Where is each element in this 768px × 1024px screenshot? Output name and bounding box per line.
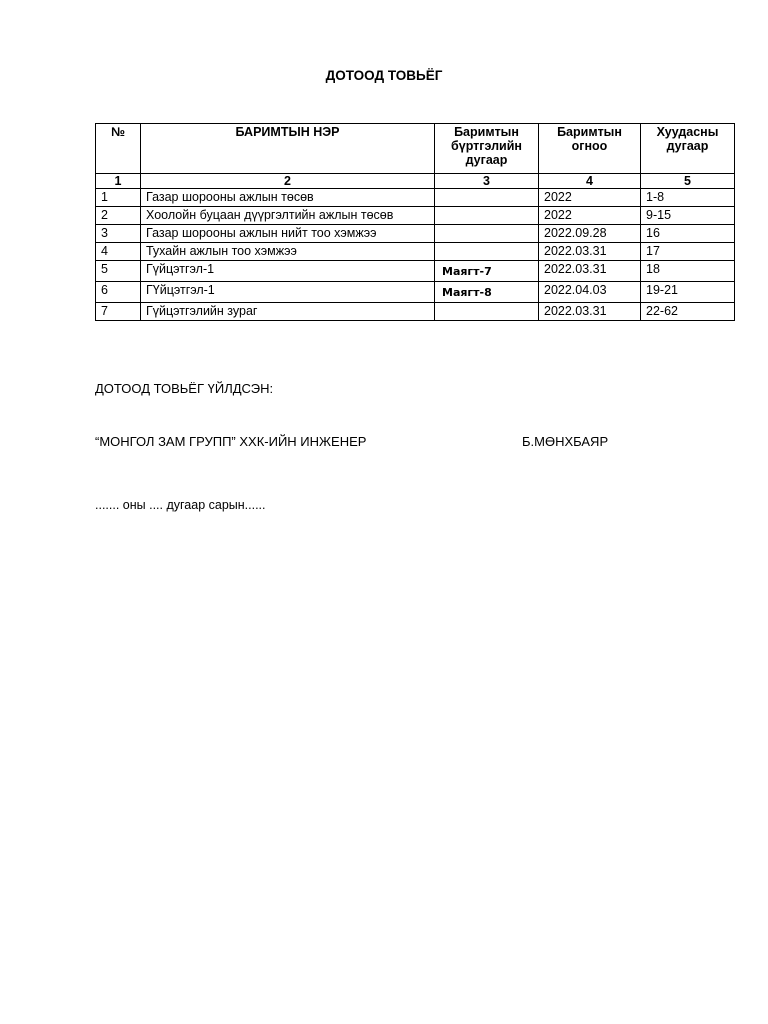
document-date: 2022.03.31 — [539, 261, 641, 282]
registration-number — [435, 303, 539, 321]
table-header-row — [96, 124, 735, 174]
engineer-title: “МОНГОЛ ЗАМ ГРУПП” ХХК-ИЙН ИНЖЕНЕР — [95, 434, 367, 449]
document-date: 2022.04.03 — [539, 282, 641, 303]
table-row — [96, 189, 735, 207]
column-number: 5 — [641, 174, 735, 189]
row-number: 5 — [96, 261, 141, 282]
row-number: 6 — [96, 282, 141, 303]
page-range: 1-8 — [641, 189, 735, 207]
date-line: ....... оны .... дугаар сарын...... — [95, 498, 266, 512]
column-number: 2 — [141, 174, 435, 189]
contents-table — [95, 123, 735, 321]
column-number: 1 — [96, 174, 141, 189]
page-range: 22-62 — [641, 303, 735, 321]
row-number: 7 — [96, 303, 141, 321]
table-row — [96, 261, 735, 282]
registration-number — [435, 243, 539, 261]
row-number: 4 — [96, 243, 141, 261]
registration-cell — [435, 282, 539, 303]
document-date: 2022 — [539, 207, 641, 225]
header-cell-date: Баримтын огноо — [539, 124, 641, 174]
page-range: 16 — [641, 225, 735, 243]
table-row — [96, 243, 735, 261]
column-number-row — [96, 174, 735, 189]
column-number: 3 — [435, 174, 539, 189]
registration-cell — [435, 261, 539, 282]
page-range: 18 — [641, 261, 735, 282]
registration-number — [435, 189, 539, 207]
table-row — [96, 303, 735, 321]
document-name: Хоолойн буцаан дүүргэлтийн ажлын төсөв — [141, 207, 435, 225]
page-range: 17 — [641, 243, 735, 261]
registration-number — [435, 225, 539, 243]
row-number: 1 — [96, 189, 141, 207]
document-name: Газар шорооны ажлын нийт тоо хэмжээ — [141, 225, 435, 243]
row-number: 3 — [96, 225, 141, 243]
header-cell-number: № — [96, 124, 141, 174]
document-date: 2022.09.28 — [539, 225, 641, 243]
document-name: Газар шорооны ажлын төсөв — [141, 189, 435, 207]
document-date: 2022 — [539, 189, 641, 207]
table-row — [96, 207, 735, 225]
table-row — [96, 225, 735, 243]
header-cell-pages: Хуудасны дугаар — [641, 124, 735, 174]
registration-number — [435, 207, 539, 225]
table-row — [96, 282, 735, 303]
page-range: 19-21 — [641, 282, 735, 303]
page-range: 9-15 — [641, 207, 735, 225]
prepared-by-label: ДОТООД ТОВЬЁГ ҮЙЛДСЭН: — [95, 381, 274, 396]
document-name: Тухайн ажлын тоо хэмжээ — [141, 243, 435, 261]
engineer-name: Б.МӨНХБАЯР — [522, 434, 609, 449]
registration-number: Маягт-8 — [442, 286, 492, 299]
document-name: Гүйцэтгэл-1 — [141, 261, 435, 282]
document-date: 2022.03.31 — [539, 303, 641, 321]
page-title: ДОТООД ТОВЬЁГ — [325, 68, 443, 83]
document-date: 2022.03.31 — [539, 243, 641, 261]
document-name: ГҮйцэтгэл-1 — [141, 282, 435, 303]
header-cell-name: БАРИМТЫН НЭР — [141, 124, 435, 174]
header-cell-registration: Баримтын бүртгэлийн дугаар — [435, 124, 539, 174]
row-number: 2 — [96, 207, 141, 225]
registration-number: Маягт-7 — [442, 265, 492, 278]
document-name: Гүйцэтгэлийн зураг — [141, 303, 435, 321]
column-number: 4 — [539, 174, 641, 189]
